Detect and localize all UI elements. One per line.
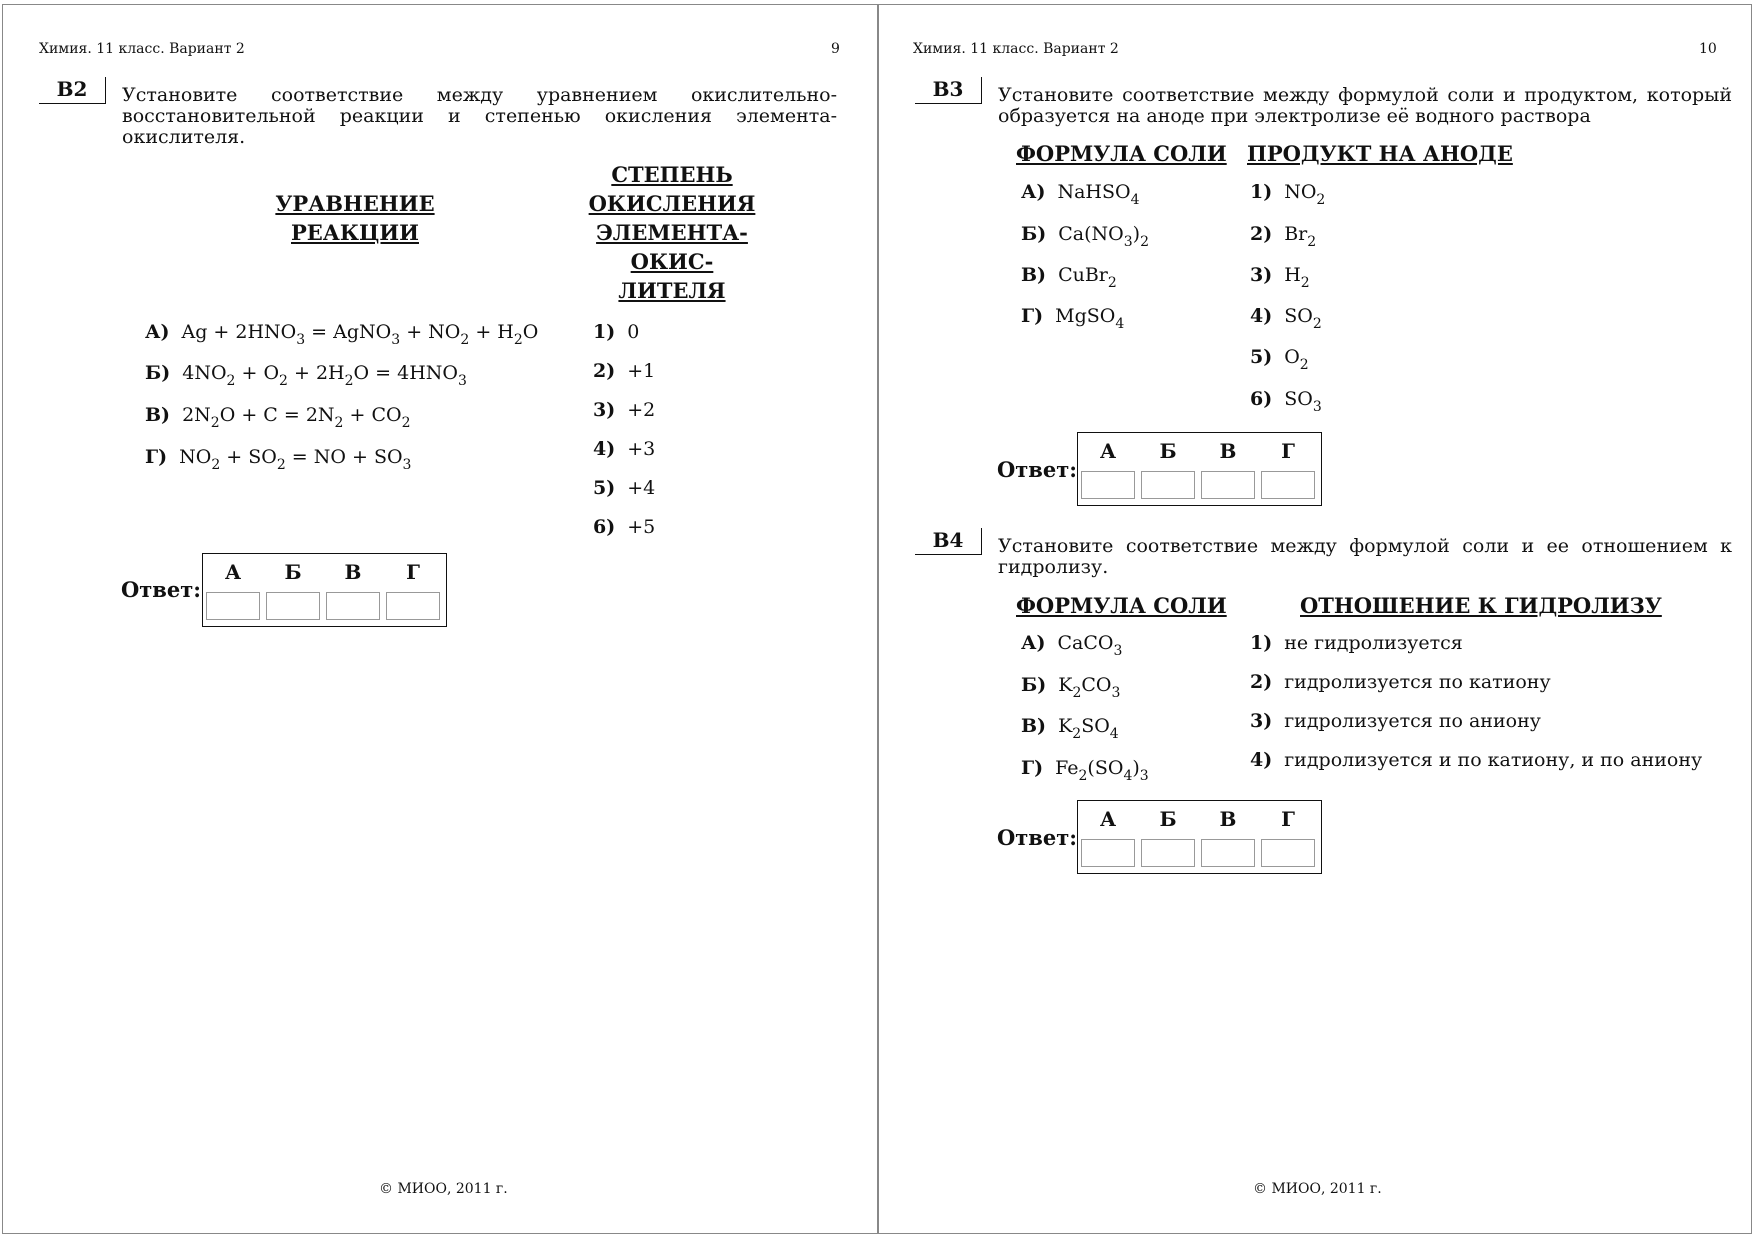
answer-cell[interactable] [386,592,440,620]
option-value: $H_2$ [1284,264,1310,291]
equation-label: В) [145,404,171,426]
salt-label: А) [1021,181,1046,203]
answer-header: Г [1281,439,1295,463]
option-value: $SO_3$ [1284,388,1322,415]
oxidation-option-1 [593,321,639,343]
header-line: ОКИС- [630,249,714,274]
salt-label: Б) [1021,674,1047,696]
option-label: 5) [1250,346,1273,368]
option-label: 1) [1250,632,1273,654]
product-option-3 [1250,264,1310,291]
column-header-anode-product: ПРОДУКТ НА АНОДЕ [1247,141,1513,166]
equation-v [145,404,411,431]
oxidation-option-4 [593,438,655,460]
footer-copyright: © МИОО, 2011 г. [1253,1181,1382,1197]
page-number: 9 [831,41,840,57]
salt-label: А) [1021,632,1046,654]
equation-a [145,321,539,348]
salt-a [1021,632,1123,659]
header-title: Химия. 11 класс. Вариант 2 [39,41,245,57]
answer-header: В [344,560,362,584]
equation-label: Г) [145,446,168,468]
answer-cell[interactable] [1081,839,1135,867]
salt-g [1021,757,1149,784]
salt-a [1021,181,1140,208]
equation-g [145,446,412,473]
product-option-5 [1250,346,1309,373]
option-label: 4) [593,438,616,460]
header-line: ЭЛЕМЕНТА- [596,220,748,245]
option-label: 6) [1250,388,1273,410]
relation-option-4 [1250,749,1702,771]
salt-formula: CuBr$_2$ [1058,264,1117,291]
answer-cell[interactable] [1141,839,1195,867]
answer-header: А [1099,807,1117,831]
equation-label: А) [145,321,170,343]
option-value: $SO_2$ [1284,305,1322,332]
product-option-4 [1250,305,1322,332]
task-line: восстановительной реакции и степенью окисления элемента- [122,105,837,127]
answer-cell[interactable] [206,592,260,620]
equation-text: $2N_2O + C = 2N_2 + CO_2$ [182,404,411,431]
option-label: 3) [1250,264,1273,286]
option-value: +3 [627,438,656,460]
option-value: +4 [627,477,656,499]
answer-header: Б [284,560,302,584]
option-label: 4) [1250,749,1273,771]
salt-formula: $Fe_2(SO_4)_3$ [1055,757,1149,784]
task-id-b2: В2 [39,77,106,104]
salt-formula: $K_2SO_4$ [1058,715,1119,742]
equation-b [145,362,467,389]
task-id-b4: В4 [915,528,982,555]
salt-label: Б) [1021,223,1047,245]
option-value: $NO_2$ [1284,181,1326,208]
column-header-equation [255,189,455,247]
salt-formula: CaCO$_3$ [1057,632,1123,659]
salt-v [1021,715,1119,742]
header-line: СТЕПЕНЬ [611,162,733,187]
answer-header: А [1099,439,1117,463]
answer-header: Г [1281,807,1295,831]
option-label: 3) [593,399,616,421]
left-page [2,4,878,1234]
answer-label: Ответ: [121,577,202,602]
salt-g [1021,305,1125,332]
column-header-salt: ФОРМУЛА СОЛИ [1016,593,1227,618]
option-value: гидролизуется и по катиону, и по аниону [1284,749,1703,771]
answer-cell[interactable] [1081,471,1135,499]
equation-text: $NO_2 + SO_2$ = NO + $SO_3$ [179,446,412,473]
option-label: 1) [1250,181,1273,203]
salt-formula: MgSO$_4$ [1055,305,1125,332]
oxidation-option-3 [593,399,655,421]
header-line: РЕАКЦИИ [291,220,419,245]
column-header-oxidation [577,160,767,305]
option-value: гидролизуется по катиону [1284,671,1551,693]
option-label: 5) [593,477,616,499]
product-option-6 [1250,388,1322,415]
option-value: +2 [627,399,656,421]
oxidation-option-2 [593,360,655,382]
page-number: 10 [1699,41,1717,57]
option-label: 3) [1250,710,1273,732]
right-page [878,4,1752,1234]
option-label: 2) [593,360,616,382]
header-title: Химия. 11 класс. Вариант 2 [913,41,1119,57]
oxidation-option-6 [593,516,655,538]
equation-text: $4NO_2 + O_2 + 2H_2O = 4HNO_3$ [182,362,467,389]
task-b3-text [998,85,1732,127]
salt-label: В) [1021,715,1047,737]
answer-header: В [1219,439,1237,463]
answer-label: Ответ: [997,457,1078,482]
option-value: +1 [627,360,656,382]
equation-label: Б) [145,362,171,384]
option-value: не гидролизуется [1284,632,1463,654]
answer-header: Б [1159,807,1177,831]
salt-label: В) [1021,264,1047,286]
answer-table-b4 [1077,800,1322,874]
task-line: окислителя. [122,126,246,148]
answer-header: В [1219,807,1237,831]
answer-cell[interactable] [1201,471,1255,499]
salt-formula: $Ca(NO_3)_2$ [1058,223,1149,250]
task-line: Установите соответствие между формулой соли и ее отношением к [998,535,1732,557]
answer-cell[interactable] [266,592,320,620]
equation-text: $Ag + 2HNO_3$ = AgNO$_3$ + $NO_2 + H_2O$ [181,321,539,348]
header-line: УРАВНЕНИЕ [275,191,435,216]
salt-formula: $K_2CO_3$ [1058,674,1121,701]
salt-v [1021,264,1117,291]
option-value: гидролизуется по аниону [1284,710,1541,732]
footer-copyright: © МИОО, 2011 г. [379,1181,508,1197]
answer-cell[interactable] [1201,839,1255,867]
answer-cell[interactable] [1261,839,1315,867]
task-line: образуется на аноде при электролизе её водного раствора [998,105,1591,127]
answer-table-b3 [1077,432,1322,506]
option-label: 4) [1250,305,1273,327]
answer-cell[interactable] [1141,471,1195,499]
answer-header: Г [406,560,420,584]
option-value: +5 [627,516,656,538]
option-label: 2) [1250,223,1273,245]
oxidation-option-5 [593,477,655,499]
option-value: $Br_2$ [1284,223,1317,250]
task-b4-text [998,536,1732,578]
task-line: гидролизу. [998,556,1109,578]
salt-b [1021,223,1149,250]
salt-label: Г) [1021,757,1044,779]
answer-header: А [224,560,242,584]
option-value: $O_2$ [1284,346,1309,373]
task-id-b3: В3 [915,77,982,104]
relation-option-1 [1250,632,1463,654]
header-line: ЛИТЕЛЯ [618,278,726,303]
task-line: Установите соответствие между уравнением окислительно- [122,84,837,106]
task-b2-text [122,85,837,148]
task-line: Установите соответствие между формулой соли и продуктом, который [998,84,1732,106]
answer-cell[interactable] [1261,471,1315,499]
column-header-salt: ФОРМУЛА СОЛИ [1016,141,1227,166]
option-label: 6) [593,516,616,538]
salt-label: Г) [1021,305,1044,327]
option-value: 0 [627,321,640,343]
header-line: ОКИСЛЕНИЯ [588,191,756,216]
column-header-hydrolysis: ОТНОШЕНИЕ К ГИДРОЛИЗУ [1300,593,1662,618]
relation-option-3 [1250,710,1541,732]
answer-cell[interactable] [326,592,380,620]
product-option-1 [1250,181,1326,208]
answer-table [202,553,447,627]
answer-header: Б [1159,439,1177,463]
answer-label: Ответ: [997,825,1078,850]
option-label: 2) [1250,671,1273,693]
relation-option-2 [1250,671,1551,693]
option-label: 1) [593,321,616,343]
salt-b [1021,674,1121,701]
product-option-2 [1250,223,1317,250]
salt-formula: NaHSO$_4$ [1057,181,1140,208]
